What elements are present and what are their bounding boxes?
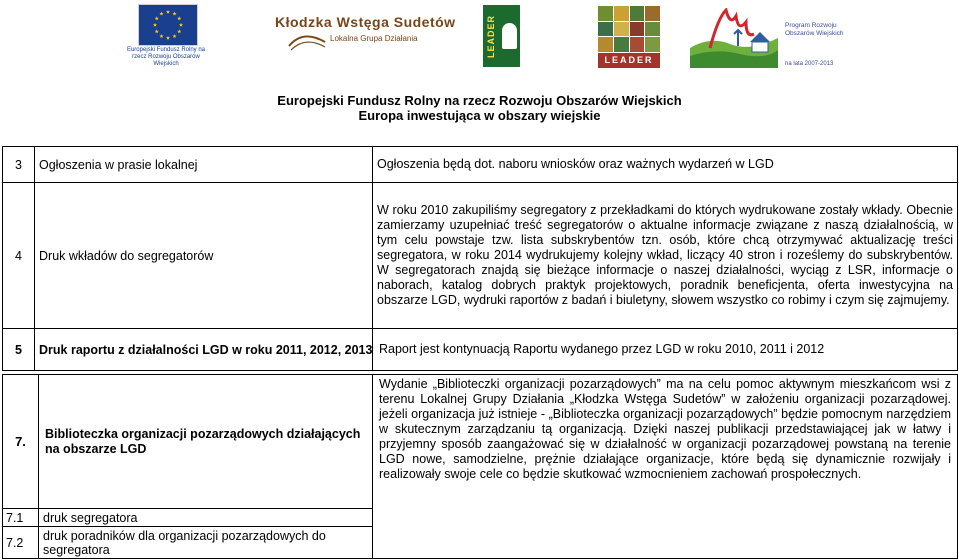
leader-mosaic-logo [598, 6, 660, 68]
prow-text: Program Rozwoju Obszarów Wiejskich [785, 22, 844, 37]
leader-mosaic-grid-icon [598, 6, 660, 52]
leader-vertical-text: LEADER [486, 14, 496, 58]
prow-years: na lata 2007-2013 [785, 61, 834, 67]
heading-line-2: Europa inwestująca w obszary wiejskie [358, 108, 601, 123]
section-title: Biblioteczka organizacji pozarządowych działających na obszarze LGD [39, 375, 373, 509]
section-description: Wydanie „Biblioteczki organizacji pozarządowych” ma na celu pomoc aktywnym mieszkańcom wsi z terenu Lokalnej Grupy Działania „Kłodzka Wstęga Sudetów” w założeniu organizacji pozarządowej. jeżeli organizacja już istnieje - „Biblioteczka organizacji pozarządowych” będzie pomocnym narzędziem w skutecznym zarządzaniu tą organizacją. Dzięki naszej publikacji przedstawiającej jak w łatwy i przyjemny sposób zaangażować się w działalność w organizacji pozarządowej powstaną na terenie LGD nowe, samodzielne, prężnie działające organizacje, które będą się dynamicznie rozwijały i realizowały swoje cele co będzie skutkować wzmocnieniem zachowań prospołecznych. [373, 375, 958, 559]
subitem-number: 7.2 [3, 527, 39, 559]
row-description: W roku 2010 zakupiliśmy segregatory z przekładkami do których wydrukowane zostały wkłady. Obecnie zamierzamy uzupełniać treść segregatorów o aktualne informacje związane z naszą działalnością, w tym celu powstaje tzw. lista subskrybentów tzn. osób, które chcą otrzymywać aktualizację treści segregatora, w roku 2014 wydrukujemy kolejny wkład, liczący 40 stron i roześlemy do subskrybentów. W segregatorach znajdą się bieżące informacje o naszej działalności, wyciąg z LSR, informacje o naborach, katalog dobrych praktyk projektowych, poradnik beneficjenta, oferta inwestycyjna na obszarze LGD, wydruki raportów z badań i biuletyny, słowem wszystko co robimy i czym się zajmujemy. [373, 183, 958, 329]
activities-table [2, 146, 958, 371]
logo-strip [0, 0, 959, 80]
library-table [2, 374, 958, 559]
subitem-number: 7.1 [3, 509, 39, 527]
kws-subtitle: Lokalna Grupa Działania [330, 34, 418, 43]
leader-leaf-icon [502, 23, 517, 49]
row-number: 3 [3, 147, 35, 183]
table-row [3, 183, 958, 329]
table-row [3, 375, 958, 509]
row-description: Ogłoszenia będą dot. naboru wniosków oraz ważnych wydarzeń w LGD [373, 147, 958, 183]
subitem-title: druk poradników dla organizacji pozarządowych do segregatora [39, 527, 373, 559]
heading-line-1: Europejski Fundusz Rolny na rzecz Rozwoju Obszarów Wiejskich [277, 93, 682, 108]
table-row [3, 147, 958, 183]
row-description: Raport jest kontynuacją Raportu wydanego przez LGD w roku 2010, 2011 i 2012 [373, 329, 958, 371]
subitem-title: druk segregatora [39, 509, 373, 527]
row-number: 4 [3, 183, 35, 329]
eu-caption: Europejski Fundusz Rolny na rzecz Rozwoju Obszarów Wiejskich [126, 47, 206, 67]
row-title: Ogłoszenia w prasie lokalnej [35, 147, 373, 183]
section-number: 7. [3, 375, 39, 509]
row-title: Druk raportu z działalności LGD w roku 2011, 2012, 2013 [35, 329, 373, 371]
eu-flag-logo [138, 4, 198, 46]
table-row [3, 329, 958, 371]
prow-landscape-icon [690, 8, 778, 68]
row-title: Druk wkładów do segregatorów [35, 183, 373, 329]
leader-mosaic-text: LEADER [598, 53, 660, 68]
klodzka-wstega-sudetow-logo [272, 8, 456, 68]
leader-vertical-logo [483, 5, 520, 67]
kws-swoosh-icon [287, 32, 327, 52]
row-number: 5 [3, 329, 35, 371]
kws-title: Kłodzka Wstęga Sudetów [275, 14, 456, 30]
